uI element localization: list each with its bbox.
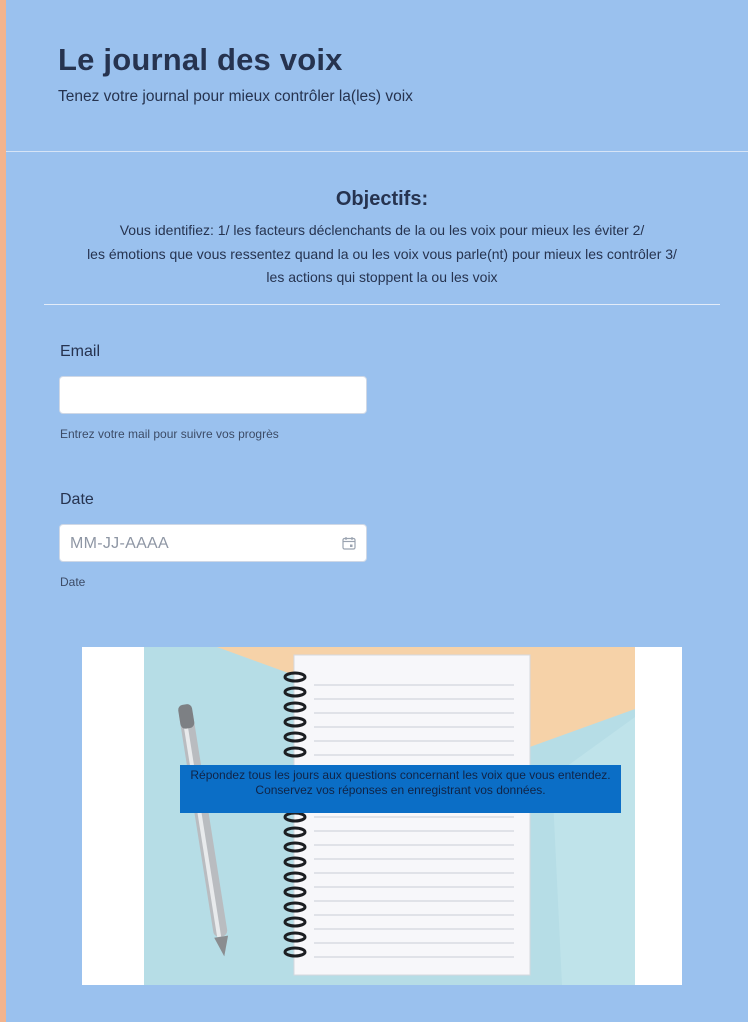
header-divider [6, 151, 748, 152]
section-divider [44, 304, 720, 305]
notebook-illustration [82, 647, 682, 985]
email-hint: Entrez votre mail pour suivre vos progrès [60, 427, 279, 441]
page-title: Le journal des voix [58, 42, 343, 77]
date-hint: Date [60, 575, 86, 589]
objectives-title: Objectifs: [335, 188, 429, 210]
objectives-line: Vous identifiez: 1/ les facteurs déclenchants de la ou les voix pour mieux les éviter 2/ [119, 222, 645, 238]
email-label: Email [60, 343, 101, 360]
banner-line: Conservez vos réponses en enregistrant vos données. [255, 783, 546, 797]
objectives-line: les émotions que vous ressentez quand la ou les voix vous parle(nt) pour mieux les contrôler 3/ [87, 245, 677, 262]
calendar-icon[interactable] [342, 536, 356, 550]
banner-line: Répondez tous les jours aux questions concernant les voix que vous entendez. [190, 768, 611, 782]
page-subtitle: Tenez votre journal pour mieux contrôler la(les) voix [58, 88, 413, 105]
objectives-line: les actions qui stoppent la ou les voix [266, 269, 498, 285]
date-field[interactable] [59, 524, 367, 562]
date-placeholder: MM-JJ-AAAA [70, 535, 169, 552]
journal-image [82, 647, 682, 985]
left-accent-strip [0, 0, 6, 1022]
email-field[interactable] [59, 376, 367, 414]
image-caption-banner [180, 765, 621, 813]
date-label: Date [60, 491, 94, 508]
form-header [58, 42, 413, 106]
objectives-text [56, 219, 708, 290]
